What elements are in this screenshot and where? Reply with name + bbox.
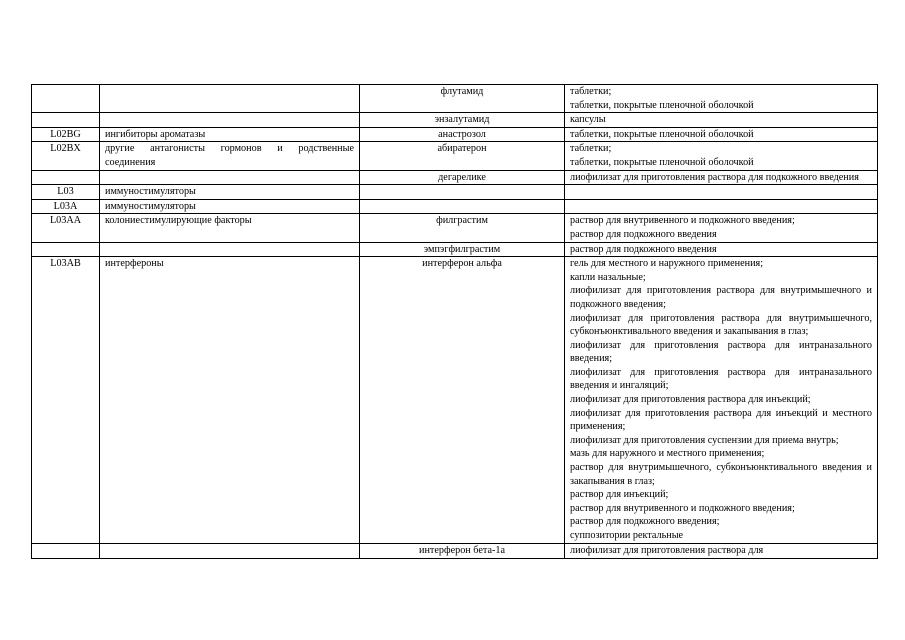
dosage-form: суппозитории ректальные	[570, 530, 684, 541]
table-row	[32, 242, 878, 257]
dosage-form: лиофилизат для приготовления суспензии для приема внутрь;	[570, 434, 839, 446]
dosage-form: раствор для инъекций;	[570, 489, 669, 501]
dosage-form: раствор для подкожного введения	[570, 228, 717, 240]
group-name-cell: интерфероны	[100, 257, 360, 543]
group-name-cell	[100, 543, 360, 558]
drug-name-cell: интерферон альфа	[360, 257, 565, 543]
dosage-forms-cell	[565, 543, 878, 558]
drug-table-body	[32, 85, 878, 559]
group-name-cell: иммуностимуляторы	[100, 185, 360, 200]
dosage-forms-cell	[565, 185, 878, 200]
dosage-form: таблетки, покрытые пленочной оболочкой	[570, 128, 754, 140]
dosage-form: лиофилизат для приготовления раствора для подкожного введения	[570, 171, 859, 183]
atc-code-cell	[32, 242, 100, 257]
atc-code-cell	[32, 113, 100, 128]
drug-name-cell: анастрозол	[360, 127, 565, 142]
dosage-form: раствор для внутримышечного, субконъюнктивального введения и закапывания в глаз;	[570, 462, 872, 487]
drug-name-cell: интерферон бета-1a	[360, 543, 565, 558]
table-row	[32, 127, 878, 142]
drug-name-cell: эмпэгфилграстим	[360, 242, 565, 257]
table-row	[32, 85, 878, 113]
dosage-form: раствор для внутривенного и подкожного введения;	[570, 215, 795, 227]
dosage-form: раствор для внутривенного и подкожного введения;	[570, 502, 795, 514]
dosage-form: раствор для подкожного введения	[570, 243, 717, 255]
group-name-cell: ингибиторы ароматазы	[100, 127, 360, 142]
group-name-cell	[100, 170, 360, 185]
group-name-cell	[100, 85, 360, 113]
drug-name-cell: филграстим	[360, 214, 565, 242]
dosage-form: мазь для наружного и местного применения;	[570, 448, 765, 460]
dosage-form: таблетки;	[570, 86, 612, 97]
atc-code-cell: L03	[32, 185, 100, 200]
dosage-form: таблетки;	[570, 143, 612, 155]
dosage-form: капли назальные;	[570, 271, 646, 283]
dosage-forms-cell	[565, 127, 878, 142]
table-row	[32, 543, 878, 558]
dosage-form: лиофилизат для приготовления раствора для	[570, 544, 764, 556]
dosage-form: лиофилизат для приготовления раствора для инъекций и местного применения;	[570, 407, 872, 433]
drug-name-cell: абиратерон	[360, 142, 565, 170]
drug-name-cell: флутамид	[360, 85, 565, 113]
table-row	[32, 170, 878, 185]
dosage-forms-cell	[565, 170, 878, 185]
group-name-cell	[100, 113, 360, 128]
table-row	[32, 113, 878, 128]
drug-name-cell	[360, 185, 565, 200]
group-name-cell: колониестимулирующие факторы	[100, 214, 360, 242]
group-name-cell	[100, 242, 360, 257]
dosage-forms-cell	[565, 257, 878, 543]
table-row	[32, 214, 878, 242]
table-row	[32, 199, 878, 214]
dosage-forms-cell	[565, 142, 878, 170]
atc-code-cell: L03A	[32, 199, 100, 214]
table-row	[32, 185, 878, 200]
dosage-form: раствор для подкожного введения;	[570, 516, 720, 528]
dosage-form: лиофилизат для приготовления раствора для интраназального введения и ингаляций;	[570, 366, 872, 392]
table-row	[32, 142, 878, 170]
drug-name-cell: энзалутамид	[360, 113, 565, 128]
dosage-form: таблетки, покрытые пленочной оболочкой	[570, 99, 754, 111]
dosage-form: лиофилизат для приготовления раствора для интраназального введения;	[570, 339, 872, 365]
atc-code-cell	[32, 170, 100, 185]
dosage-form: лиофилизат для приготовления раствора для внутримышечного и подкожного введения;	[570, 285, 872, 310]
drug-name-cell	[360, 199, 565, 214]
atc-code-cell	[32, 543, 100, 558]
dosage-form: таблетки, покрытые пленочной оболочкой	[570, 156, 754, 168]
dosage-form: лиофилизат для приготовления раствора для внутримышечного, субконъюнктивального введения и закапывания в глаз;	[570, 312, 872, 338]
drug-table	[31, 84, 878, 559]
dosage-form: лиофилизат для приготовления раствора для инъекций;	[570, 394, 811, 406]
drug-name-cell: дегарелике	[360, 170, 565, 185]
atc-code-cell: L03AA	[32, 214, 100, 242]
dosage-forms-cell	[565, 85, 878, 113]
table-row	[32, 257, 878, 543]
atc-code-cell: L02BX	[32, 142, 100, 170]
atc-code-cell	[32, 85, 100, 113]
dosage-forms-cell	[565, 199, 878, 214]
atc-code-cell: L03AB	[32, 257, 100, 543]
dosage-forms-cell	[565, 113, 878, 128]
atc-code-cell: L02BG	[32, 127, 100, 142]
dosage-form: гель для местного и наружного применения;	[570, 258, 764, 270]
dosage-form: капсулы	[570, 114, 606, 126]
group-name-cell: другие антагонисты гормонов и родственные соединения	[100, 142, 360, 170]
dosage-forms-cell	[565, 214, 878, 242]
dosage-forms-cell	[565, 242, 878, 257]
group-name-cell: иммуностимуляторы	[100, 199, 360, 214]
